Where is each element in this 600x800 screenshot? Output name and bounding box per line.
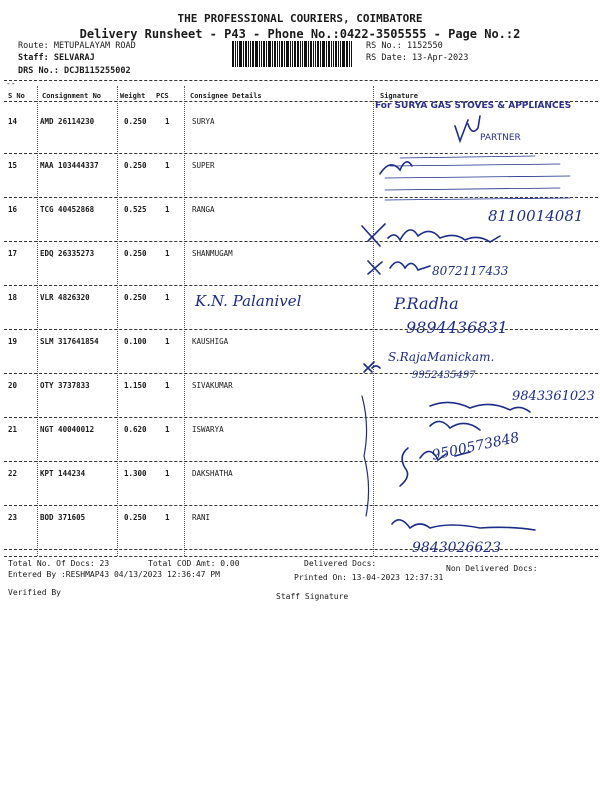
- row-sno: 20: [8, 381, 18, 390]
- handwritten-phone-17: 8072117433: [432, 264, 509, 278]
- row-consignee: SHANMUGAM: [192, 249, 233, 258]
- barcode-bar: [297, 41, 299, 67]
- runsheet-subtitle: Delivery Runsheet - P43 - Phone No.:0422-3505555 - Page No.:2: [79, 27, 521, 41]
- barcode-bar: [340, 41, 341, 67]
- barcode-bar: [328, 41, 330, 67]
- barcode-bar: [232, 41, 234, 67]
- handwritten-consignee-name: K.N. Palanivel: [195, 292, 302, 310]
- barcode-bar: [279, 41, 280, 67]
- barcode-bar: [235, 41, 236, 67]
- barcode-bar: [261, 41, 262, 67]
- col-weight: Weight: [120, 92, 146, 100]
- row-consignment-no: MAA 103444337: [40, 161, 99, 170]
- row-consignee: RANGA: [192, 205, 215, 214]
- barcode-bar: [259, 41, 260, 67]
- barcode-bar: [308, 41, 309, 67]
- barcode-bar: [331, 41, 332, 67]
- row-consignment-no: SLM 317641854: [40, 337, 99, 346]
- barcode-bar: [263, 41, 265, 67]
- barcode-bar: [286, 41, 289, 67]
- printed-on: Printed On: 13-04-2023 12:37:31: [294, 573, 444, 582]
- stamp-partner-line: PARTNER: [480, 133, 521, 143]
- row-consignment-no: OTY 3737833: [40, 381, 90, 390]
- barcode-bar: [294, 41, 296, 67]
- row-weight: 1.150: [124, 381, 147, 390]
- staff-signature: Staff Signature: [276, 592, 349, 601]
- col-sno: S No: [8, 92, 25, 100]
- row-weight: 0.250: [124, 249, 147, 258]
- row-marker: --: [6, 79, 16, 88]
- row-consignee: SURYA: [192, 117, 215, 126]
- row-pcs: 1: [165, 249, 170, 258]
- barcode-image: [232, 41, 360, 67]
- company-title: THE PROFESSIONAL COURIERS, COIMBATORE: [177, 12, 423, 25]
- signature-row-15: [380, 162, 412, 174]
- handwritten-phone-19: 9952435497: [412, 370, 476, 381]
- route-label: Route: METUPALAYAM ROAD: [18, 41, 136, 51]
- barcode-bar: [277, 41, 278, 67]
- rs-number: RS No.: 1152550: [366, 41, 443, 51]
- row-pcs: 1: [165, 425, 170, 434]
- row-weight: 0.250: [124, 117, 147, 126]
- row-pcs: 1: [165, 469, 170, 478]
- barcode-bar: [284, 41, 285, 67]
- signature-strokes: [360, 96, 600, 566]
- barcode-bar: [304, 41, 307, 67]
- row-sno: 18: [8, 293, 18, 302]
- row-weight: 0.100: [124, 337, 147, 346]
- col-pcs: PCS: [156, 92, 169, 100]
- delivered-docs: Delivered Docs:: [304, 559, 377, 568]
- row-sno: 17: [8, 249, 18, 258]
- row-pcs: 1: [165, 117, 170, 126]
- handwritten-phone-18: 9894436831: [406, 318, 508, 337]
- handwritten-phone-23: 9843026623: [412, 540, 502, 556]
- row-consignment-no: BOD 371605: [40, 513, 86, 522]
- row-weight: 0.525: [124, 205, 147, 214]
- row-pcs: 1: [165, 161, 170, 170]
- barcode-bar: [322, 41, 325, 67]
- barcode-bar: [320, 41, 321, 67]
- barcode-bar: [315, 41, 316, 67]
- entered-by: Entered By :RESHMAP43 04/13/2023 12:36:47 PM: [8, 570, 220, 579]
- barcode-bar: [326, 41, 327, 67]
- barcode-bar: [310, 41, 312, 67]
- row-consignment-no: KPT 144234: [40, 469, 86, 478]
- row-pcs: 1: [165, 513, 170, 522]
- barcode-bar: [317, 41, 319, 67]
- barcode-bar: [237, 41, 238, 67]
- handwritten-name-19: S.RajaManickam.: [388, 350, 495, 364]
- barcode-bar: [252, 41, 254, 67]
- row-sno: 14: [8, 117, 18, 126]
- barcode-bar: [349, 41, 350, 67]
- col-consignee: Consignee Details: [190, 92, 262, 100]
- signature-row-23: [392, 520, 535, 530]
- row-pcs: 1: [165, 293, 170, 302]
- signature-row-16: [362, 224, 500, 246]
- barcode-bar: [302, 41, 303, 67]
- barcode-bar: [268, 41, 271, 67]
- row-consignment-no: NGT 40040012: [40, 425, 95, 434]
- signature-row-22: [400, 448, 470, 486]
- col-divider: [37, 86, 38, 556]
- col-signature: Signature: [380, 92, 418, 100]
- verified-by: Verified By: [8, 588, 61, 597]
- barcode-bar: [346, 41, 348, 67]
- handwritten-phone-16: 8110014081: [488, 207, 584, 225]
- barcode-bar: [250, 41, 251, 67]
- staff-label: Staff: SELVARAJ: [18, 53, 95, 63]
- total-cod: Total COD Amt: 0.00: [148, 559, 240, 568]
- row-consignment-no: AMD 26114230: [40, 117, 95, 126]
- row-consignee: ISWARYA: [192, 425, 224, 434]
- row-weight: 0.250: [124, 293, 147, 302]
- handwritten-name-18: P.Radha: [394, 294, 459, 313]
- barcode-bar: [342, 41, 345, 67]
- signature-row-14: [455, 116, 480, 141]
- row-consignee: SIVAKUMAR: [192, 381, 233, 390]
- barcode-bar: [248, 41, 249, 67]
- row-consignee: RANI: [192, 513, 211, 522]
- barcode-bar: [245, 41, 247, 67]
- row-weight: 0.250: [124, 161, 147, 170]
- signature-row-20: [430, 402, 530, 430]
- barcode-bar: [290, 41, 291, 67]
- rs-date: RS Date: 13-Apr-2023: [366, 53, 469, 63]
- row-consignee: DAKSHATHA: [192, 469, 233, 478]
- row-pcs: 1: [165, 337, 170, 346]
- barcode-bar: [333, 41, 334, 67]
- row-consignment-no: EDQ 26335273: [40, 249, 95, 258]
- barcode-bar: [292, 41, 293, 67]
- col-divider: [117, 86, 118, 556]
- row-sno: 22: [8, 469, 18, 478]
- barcode-bar: [243, 41, 244, 67]
- row-pcs: 1: [165, 381, 170, 390]
- total-docs: Total No. Of Docs: 23: [8, 559, 110, 568]
- barcode-bar: [272, 41, 273, 67]
- table-top-rule: [4, 80, 598, 81]
- row-sno: 16: [8, 205, 18, 214]
- row-weight: 0.620: [124, 425, 147, 434]
- row-sno: 23: [8, 513, 18, 522]
- signature-row-17: [368, 261, 430, 274]
- barcode-bar: [313, 41, 314, 67]
- barcode-bar: [300, 41, 301, 67]
- barcode-bar: [338, 41, 339, 67]
- footer-top-rule: [4, 556, 598, 557]
- barcode-bar: [274, 41, 276, 67]
- col-divider: [184, 86, 185, 556]
- row-sno: 21: [8, 425, 18, 434]
- handwritten-phone-20: 9843361023: [512, 389, 595, 404]
- row-consignee: SUPER: [192, 161, 215, 170]
- signature-row-19: [364, 362, 380, 372]
- drs-label: DRS No.: DCJB115255002: [18, 66, 131, 76]
- non-delivered-docs: Non Delivered Docs:: [446, 564, 538, 573]
- stamp-company-line: For SURYA GAS STOVES & APPLIANCES: [375, 101, 572, 111]
- row-weight: 1.300: [124, 469, 147, 478]
- barcode-bar: [335, 41, 337, 67]
- barcode-bar: [351, 41, 352, 67]
- row-weight: 0.250: [124, 513, 147, 522]
- barcode-bar: [255, 41, 258, 67]
- row-consignment-no: VLR 4826320: [40, 293, 90, 302]
- barcode-bar: [239, 41, 242, 67]
- row-consignee: KAUSHIGA: [192, 337, 229, 346]
- row-sno: 19: [8, 337, 18, 346]
- barcode-bar: [266, 41, 267, 67]
- col-consignment: Consignment No: [42, 92, 102, 100]
- row-consignment-no: TCG 40452868: [40, 205, 95, 214]
- row-pcs: 1: [165, 205, 170, 214]
- handwritten-phone-22: 9500573848: [430, 429, 521, 464]
- row-sno: 15: [8, 161, 18, 170]
- barcode-bar: [281, 41, 283, 67]
